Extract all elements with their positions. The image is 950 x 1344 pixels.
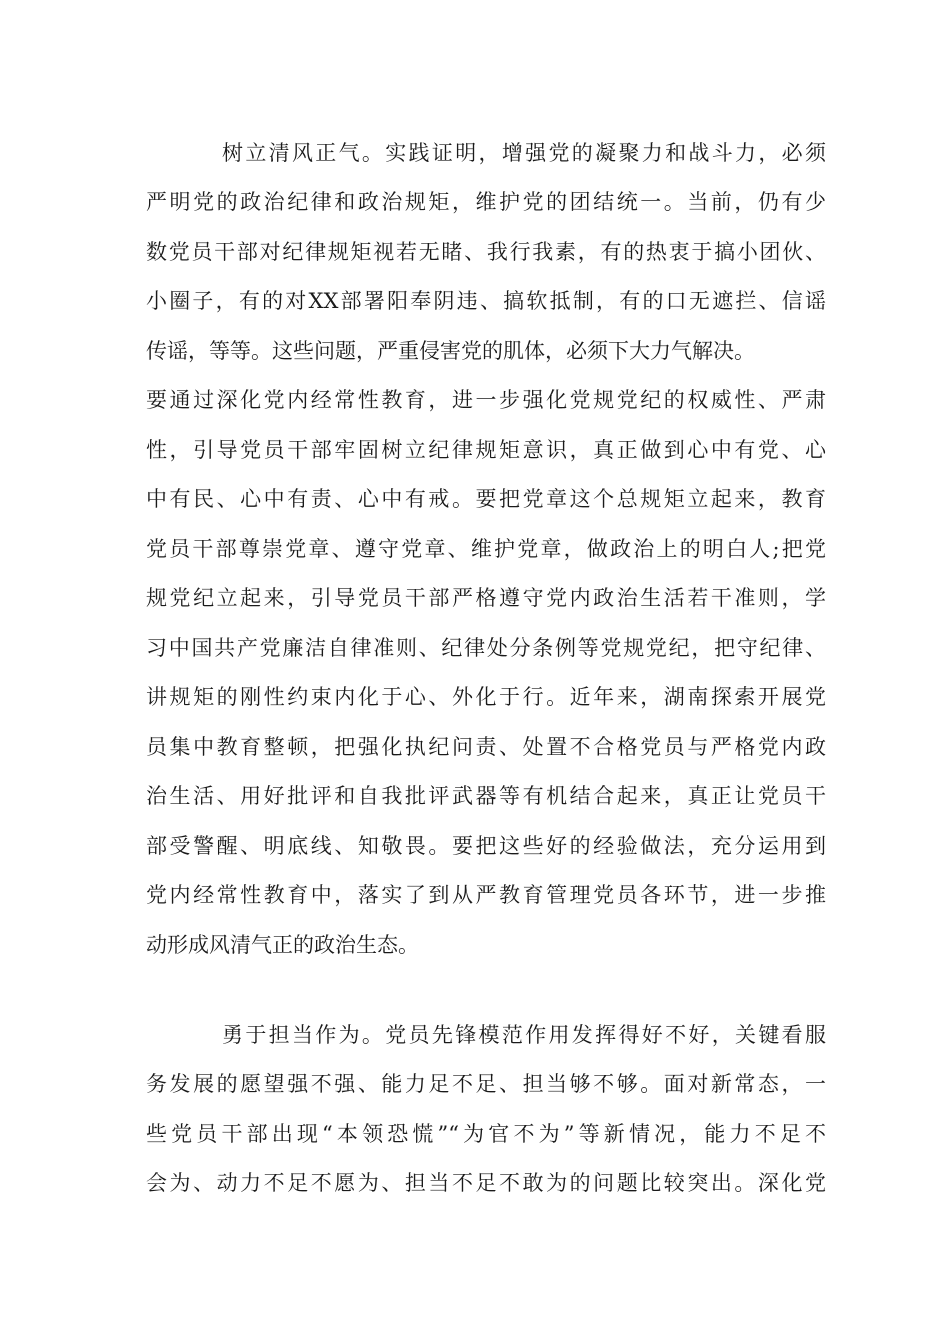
paragraph-line: 员集中教育整顿，把强化执纪问责、处置不合格党员与严格党内政	[146, 735, 826, 759]
paragraph-line: 数党员干部对纪律规矩视若无睹、我行我素，有的热衷于搞小团伙、	[146, 240, 826, 264]
paragraph-line: 树立清风正气。实践证明，增强党的凝聚力和战斗力，必须	[222, 141, 826, 165]
paragraph-line: 性，引导党员干部牢固树立纪律规矩意识，真正做到心中有党、心	[146, 438, 826, 462]
paragraph-line: 规党纪立起来，引导党员干部严格遵守党内政治生活若干准则，学	[146, 586, 826, 610]
paragraph-line: 务发展的愿望强不强、能力足不足、担当够不够。面对新常态，一	[146, 1072, 826, 1096]
paragraph-line: 中有民、心中有责、心中有戒。要把党章这个总规矩立起来，教育	[146, 487, 826, 511]
paragraph-line: 些党员干部出现“本领恐慌”“为官不为”等新情况，能力不足不	[146, 1122, 826, 1146]
paragraph-line: 党员干部尊崇党章、遵守党章、维护党章，做政治上的明白人;把党	[146, 537, 826, 561]
paragraph-line: 严明党的政治纪律和政治规矩，维护党的团结统一。当前，仍有少	[146, 190, 826, 214]
paragraph-line: 党内经常性教育中，落实了到从严教育管理党员各环节，进一步推	[146, 883, 826, 907]
paragraph-line: 勇于担当作为。党员先锋模范作用发挥得好不好，关键看服	[222, 1023, 826, 1047]
paragraph-line: 传谣，等等。这些问题，严重侵害党的肌体，必须下大力气解决。	[146, 339, 755, 363]
paragraph-line: 小圈子，有的对XX部署阳奉阴违、搞软抵制，有的口无遮拦、信谣	[146, 289, 826, 313]
paragraph-line: 部受警醒、明底线、知敬畏。要把这些好的经验做法，充分运用到	[146, 834, 826, 858]
paragraph-line: 治生活、用好批评和自我批评武器等有机结合起来，真正让党员干	[146, 784, 826, 808]
paragraph-line: 要通过深化党内经常性教育，进一步强化党规党纪的权威性、严肃	[146, 388, 826, 412]
paragraph-line: 讲规矩的刚性约束内化于心、外化于行。近年来，湖南探索开展党	[146, 685, 826, 709]
paragraph-line: 会为、动力不足不愿为、担当不足不敢为的问题比较突出。深化党	[146, 1171, 826, 1195]
paragraph-line: 习中国共产党廉洁自律准则、纪律处分条例等党规党纪，把守纪律、	[146, 636, 826, 660]
paragraph-line: 动形成风清气正的政治生态。	[146, 933, 419, 957]
